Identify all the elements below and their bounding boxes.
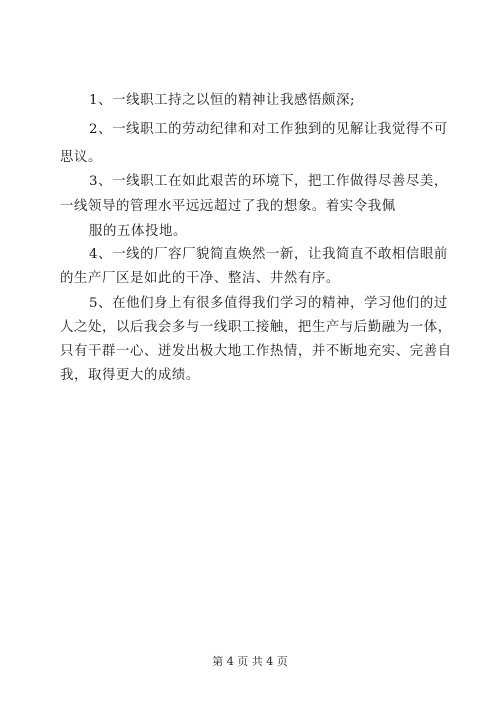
paragraph-5-line-1: 5、在他们身上有很多值得我们学习的精神，学习他们的过 bbox=[89, 296, 448, 311]
paragraph-5-line-4: 我，取得更大的成绩。 bbox=[60, 368, 200, 383]
page-number-footer: 第 4 页 共 4 页 bbox=[212, 655, 288, 668]
paragraph-3-line-2: 一线领导的管理水平远远超过了我的想象。着实令我佩 bbox=[60, 199, 396, 214]
paragraph-4-line-1: 4、一线的厂容厂貌简直焕然一新，让我简直不敢相信眼前 bbox=[89, 247, 448, 262]
paragraph-4-line-2: 的生产厂区是如此的干净、整洁、井然有序。 bbox=[60, 271, 340, 286]
paragraph-5-line-2: 人之处，以后我会多与一线职工接触，把生产与后勤融为一体， bbox=[60, 320, 452, 335]
paragraph-1-line-1: 1、一线职工持之以恒的精神让我感悟颇深; bbox=[89, 93, 356, 108]
paragraph-2-line-2: 思议。 bbox=[60, 150, 102, 165]
paragraph-2-line-1: 2、一线职工的劳动纪律和对工作独到的见解让我觉得不可 bbox=[89, 122, 448, 137]
paragraph-3-line-1: 3、一线职工在如此艰苦的环境下，把工作做得尽善尽美， bbox=[89, 174, 448, 189]
paragraph-5-line-3: 只有干群一心、迸发出极大地工作热情，并不断地充实、完善自 bbox=[60, 344, 452, 359]
paragraph-3-line-3: 服的五体投地。 bbox=[89, 224, 187, 239]
